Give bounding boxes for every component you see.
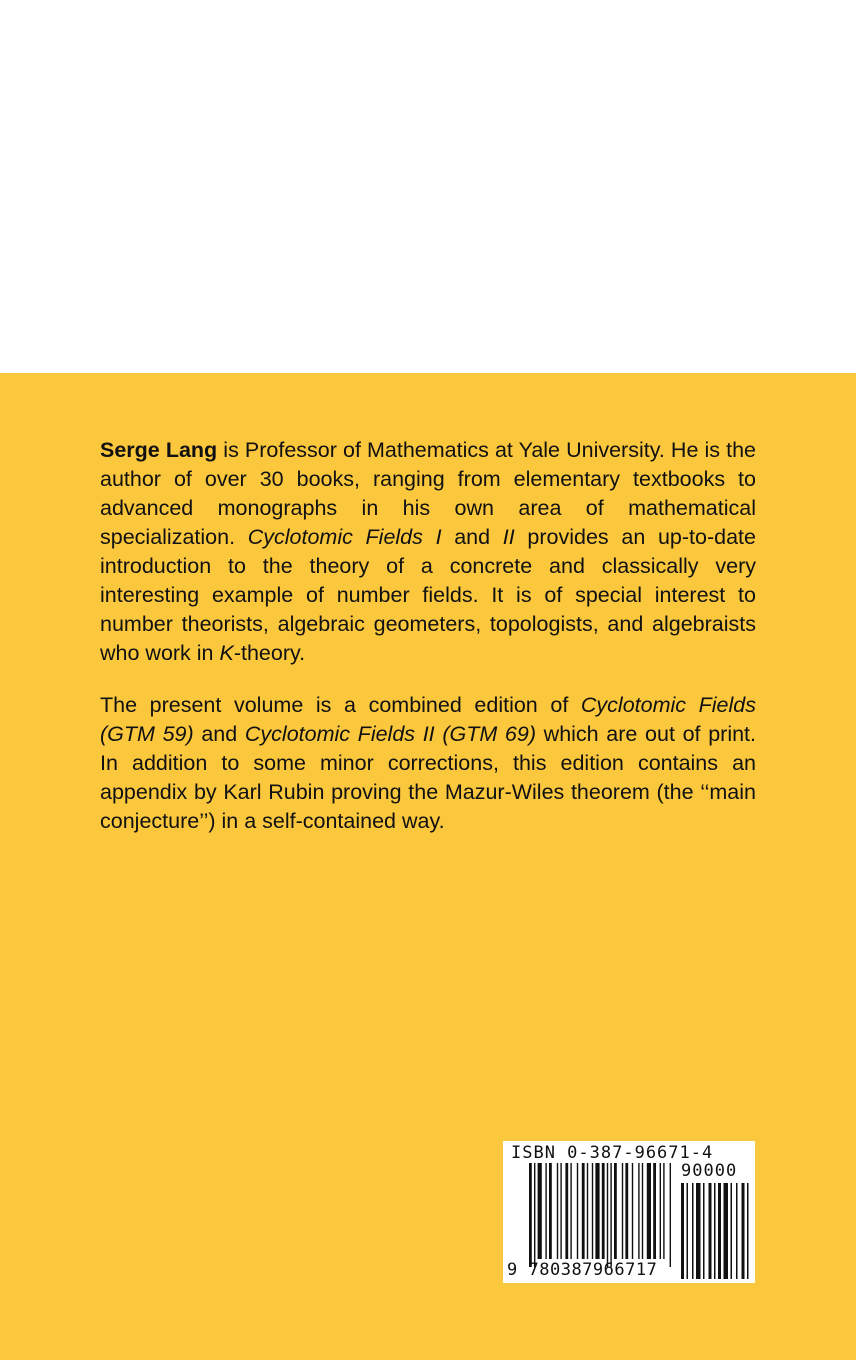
ean-first-digit: 9 <box>507 1260 518 1280</box>
text-segment: and <box>193 722 245 746</box>
text-segment: -theory. <box>233 641 306 665</box>
text-segment: and <box>441 525 503 549</box>
reference-title: Cyclotomic Fields II (GTM 69) <box>244 722 536 746</box>
back-cover-blurb <box>100 436 756 859</box>
text-segment: is Professor of Mathematics at Yale University. He is the author of over 30 books, ranging from elementary textbooks to advanced monographs in his own area of mathematical specialization. <box>100 438 756 549</box>
ean-right-digits: 966717 <box>592 1260 658 1280</box>
isbn-label: ISBN 0-387-96671-4 <box>511 1143 714 1163</box>
ean-digits <box>507 1260 657 1280</box>
text-segment: The present volume is a combined edition of <box>100 693 581 717</box>
edition-paragraph <box>100 691 756 836</box>
book-title: II <box>502 525 515 549</box>
reference-title: Cyclotomic Fields (GTM 59) <box>100 693 756 746</box>
k-symbol: K <box>219 641 234 665</box>
ean-left-digits: 780387 <box>528 1260 593 1280</box>
price-code: 90000 <box>681 1161 738 1181</box>
author-paragraph <box>100 436 756 668</box>
isbn-barcode <box>503 1141 755 1283</box>
top-white-area <box>0 0 856 373</box>
text-segment: which are out of print. In addition to some minor corrections, this edition contains an appendix by Karl Rubin proving the Mazur-Wiles theorem (the ‘‘main conjecture’’) in a self-contained way. <box>100 722 756 833</box>
text-segment: provides an up-to-date introduction to the theory of a concrete and classically very interesting example of number fields. It is of special interest to number theorists, algebraic geometers, topologists, and algebraists who work in <box>100 525 756 665</box>
book-title: Cyclotomic Fields I <box>247 525 442 549</box>
author-name: Serge Lang <box>100 438 218 462</box>
